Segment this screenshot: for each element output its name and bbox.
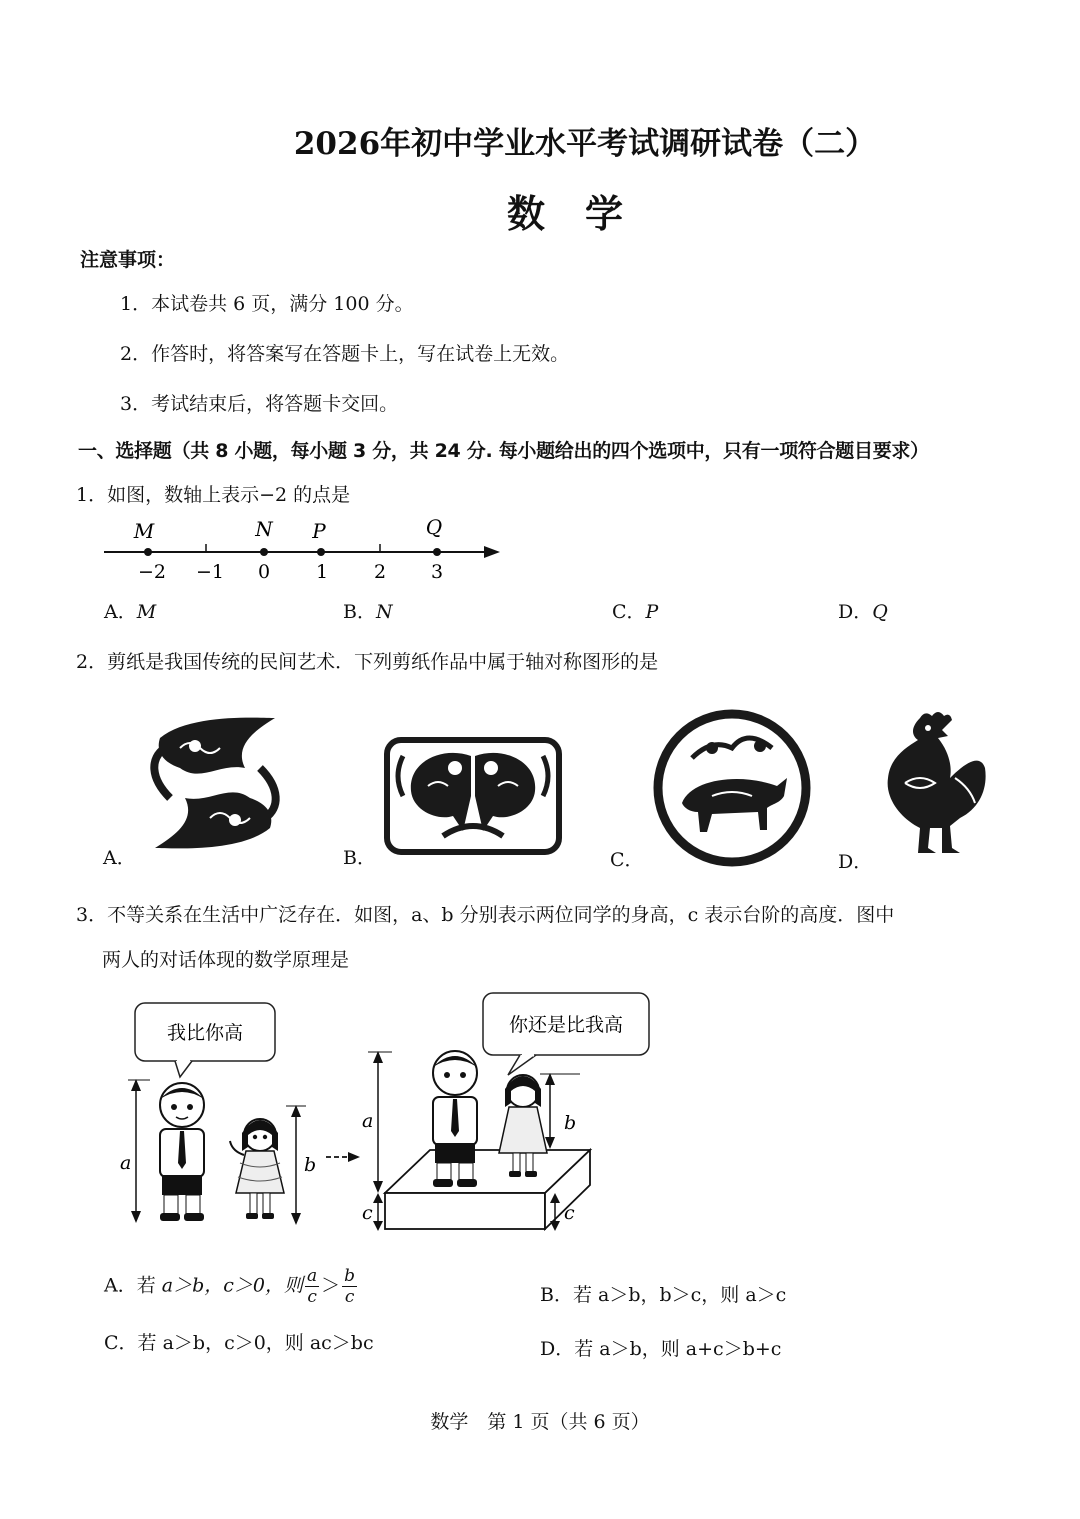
label-b-left: b (304, 1154, 317, 1176)
notice-item: 1．本试卷共 6 页，满分 100 分。 (120, 293, 414, 315)
point-q-dot (433, 548, 441, 556)
point-label-m: M (133, 519, 155, 543)
height-comparison-figure (100, 985, 660, 1235)
girl-figure-left (230, 1119, 284, 1219)
notice-heading: 注意事项： (80, 249, 176, 271)
point-p-dot (317, 548, 325, 556)
paper-cut-rooster-image (880, 708, 990, 858)
q2-option-b[interactable]: B． (343, 847, 376, 869)
label-a-left: a (120, 1152, 132, 1174)
speech-left-text: 我比你高 (166, 1022, 244, 1044)
tick-label: −1 (195, 561, 225, 583)
q1-option-c[interactable]: C．P (612, 601, 659, 623)
label-b-right: b (564, 1112, 577, 1134)
q2-option-a[interactable]: A． (103, 847, 136, 869)
tick-label: 3 (430, 561, 444, 583)
q2-option-d[interactable]: D． (838, 851, 873, 873)
tick-label: 0 (257, 561, 271, 583)
number-line-arrow (484, 546, 500, 558)
notice-item: 2．作答时，将答案写在答题卡上，写在试卷上无效。 (120, 343, 570, 365)
notice-item: 3．考试结束后，将答题卡交回。 (120, 393, 399, 415)
number-line-figure (100, 512, 510, 587)
q1-option-d[interactable]: D．Q (838, 601, 888, 623)
q3-option-b[interactable]: B．若 a＞b，b＞c，则 a＞c (540, 1284, 787, 1306)
tick-label: 1 (315, 561, 329, 583)
q1-option-b[interactable]: B．N (343, 601, 393, 623)
boy-figure-left (160, 1083, 204, 1221)
speech-right-text: 你还是比我高 (508, 1014, 624, 1036)
speech-bubble-right (483, 993, 649, 1075)
section-heading: 一、选择题（共 8 小题，每小题 3 分，共 24 分. 每小题给出的四个选项中，只有一项符合题目要求） (78, 440, 929, 462)
q3-option-a[interactable]: A．若 a＞b，c＞0，则 $\frac{a}{c}$ ＞ $\frac{b}{c}$ (104, 1266, 356, 1307)
label-c-right: c (564, 1202, 575, 1224)
step-platform (385, 1150, 590, 1229)
point-n-dot (260, 548, 268, 556)
exam-title: 2026年初中学业水平考试调研试卷（二） (293, 126, 877, 162)
question-3-stem-line1: 3．不等关系在生活中广泛存在．如图，a、b 分别表示两位同学的身高，c 表示台阶的高度．图中 (76, 904, 895, 926)
tick-label: 2 (373, 561, 387, 583)
label-a-right: a (362, 1110, 374, 1132)
speech-bubble-left (135, 1003, 275, 1077)
question-1-stem: 1．如图，数轴上表示−2 的点是 (76, 484, 351, 506)
q3-option-c[interactable]: C．若 a＞b，c＞0，则 ac＞bc (104, 1332, 374, 1354)
label-c-left: c (362, 1202, 373, 1224)
point-label-p: P (312, 519, 326, 543)
point-label-n: N (255, 517, 273, 541)
page-footer: 数学 第 1 页（共 6 页） (430, 1411, 650, 1433)
paper-cut-fish-spiral-image (140, 708, 290, 858)
q1-option-a[interactable]: A．M (104, 601, 157, 623)
fraction-a-over-c: $\frac{a}{c}$ (307, 1266, 318, 1307)
paper-cut-twin-fish-image (383, 736, 563, 856)
subject-title: 数学 (506, 191, 663, 236)
point-label-q: Q (425, 515, 443, 539)
question-2-stem: 2．剪纸是我国传统的民间艺术．下列剪纸作品中属于轴对称图形的是 (76, 651, 659, 673)
question-3-stem-line2: 两人的对话体现的数学原理是 (102, 949, 350, 971)
q2-option-c[interactable]: C． (610, 849, 644, 871)
fraction-b-over-c: $\frac{b}{c}$ (344, 1266, 356, 1307)
q3-option-d[interactable]: D．若 a＞b，则 a+c＞b+c (540, 1338, 782, 1360)
paper-cut-ox-circle-image (652, 708, 812, 868)
point-m-dot (144, 548, 152, 556)
tick-label: −2 (137, 561, 167, 583)
